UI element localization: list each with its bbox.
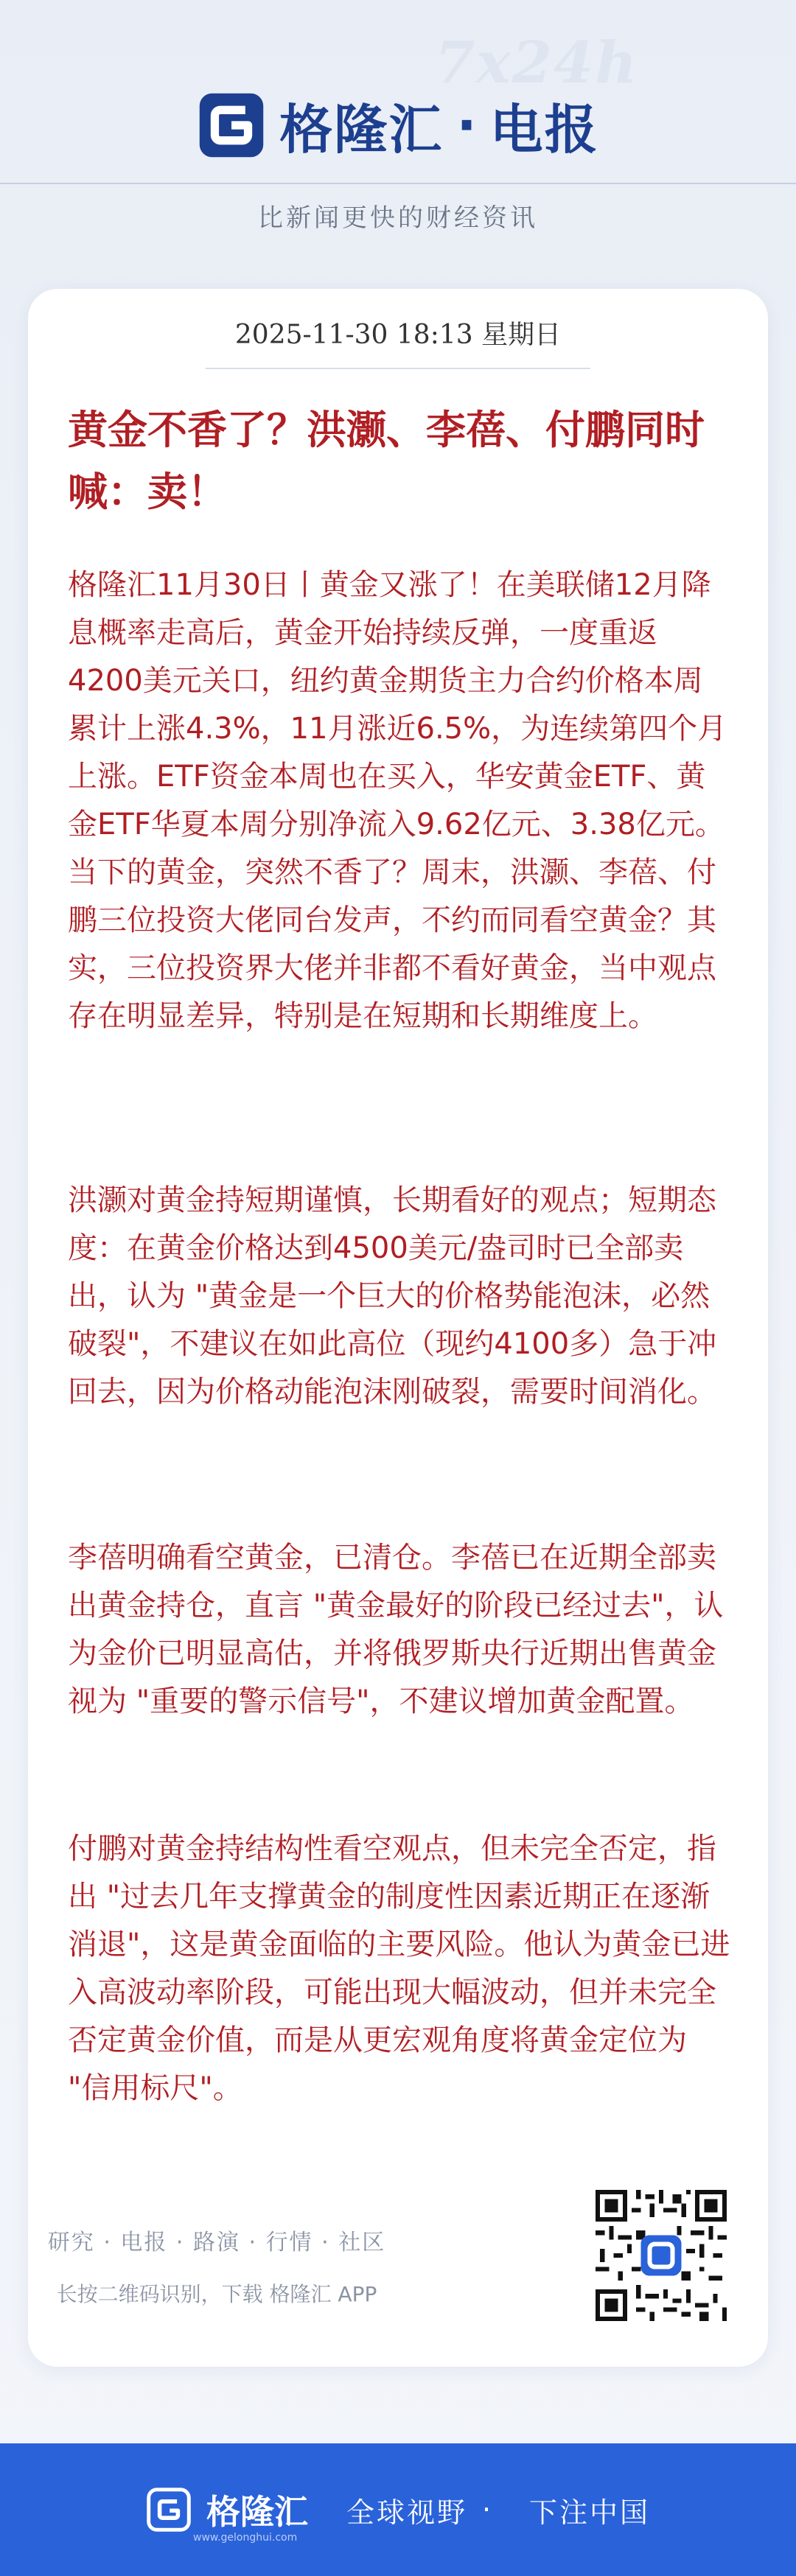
article-title: 黄金不香了？洪灏、李蓓、付鹏同时喊：卖！ — [68, 407, 705, 515]
bottom-slogan-dot: · — [481, 2493, 492, 2526]
header — [0, 0, 796, 280]
footer-hint: 长按二维码识别，下载 格隆汇 APP — [56, 2282, 377, 2306]
brand-logo-icon — [197, 91, 266, 160]
article-paragraph: 李蓓明确看空黄金，已清仓。李蓓已在近期全部卖出黄金持仓，直言 "黄金最好的阶段已经过去"，认为金价已明显高估，并将俄罗斯央行近期出售黄金视为 "重要的警示信号"，不建议增加黄金配置。 — [68, 1541, 724, 1718]
bottom-slogan-right: 下注中国 — [529, 2496, 651, 2529]
article-datetime: 2025-11-30 18:13 星期日 — [206, 314, 590, 369]
brand-lockup — [0, 87, 796, 164]
bottom-banner — [0, 2443, 796, 2576]
watermark-7x24h: 7x24h — [435, 29, 639, 97]
card-footer — [28, 2190, 768, 2337]
brand-separator: · — [456, 94, 477, 156]
article-paragraph: 付鹏对黄金持结构性看空观点，但未完全否定，指出 "过去几年支撑黄金的制度性因素近期正在逐渐消退"，这是黄金面临的主要风险。他认为黄金已进入高波动率阶段，可能出现大幅波动，但并未完全否定黄金价值，而是从更宏观角度将黄金定位为 "信用标尺"。 — [68, 1832, 730, 2105]
header-divider — [0, 183, 796, 184]
tagline: 比新闻更快的财经资讯 — [258, 203, 538, 233]
article-paragraph: 格隆汇11月30日丨黄金又涨了！在美联储12月降息概率走高后，黄金开始持续反弹，一度重返4200美元关口，纽约黄金期货主力合约价格本周累计上涨4.3%，11月涨近6.5%，为连续第四个月上涨。ETF资金本周也在买入，华安黄金ETF、黄金ETF华夏本周分别净流入9.62亿元、3.38亿元。当下的黄金，突然不香了？周末，洪灏、李蓓、付鹏三位投资大佬同台发声，不约而同看空黄金？其实，三位投资界大佬并非都不看好黄金，当中观点存在明显差异，特别是在短期和长期维度上。 — [68, 568, 727, 1033]
brand-name: 格隆汇 — [279, 99, 444, 161]
date-row — [28, 314, 768, 369]
article-paragraph: 洪灏对黄金持短期谨慎，长期看好的观点；短期态度：在黄金价格达到4500美元/盎司时已全部卖出，认为 "黄金是一个巨大的价格势能泡沫，必然破裂"，不建议在如此高位（现约4100多）急于冲回去，因为价格动能泡沫刚破裂，需要时间消化。 — [68, 1183, 717, 1409]
brand-product: 电报 — [489, 99, 599, 161]
bottom-slogan-left: 全球视野 — [346, 2496, 467, 2529]
footer-links: 研究 · 电报 · 路演 · 行情 · 社区 — [47, 2230, 386, 2255]
article-card — [28, 289, 768, 2367]
bottom-url: www.gelonghui.com — [193, 2532, 298, 2544]
bottom-logo-icon — [146, 2487, 192, 2533]
bottom-brand-name: 格隆汇 — [206, 2492, 308, 2532]
bottom-banner-content — [0, 2443, 796, 2576]
qr-code-icon[interactable] — [596, 2190, 727, 2321]
